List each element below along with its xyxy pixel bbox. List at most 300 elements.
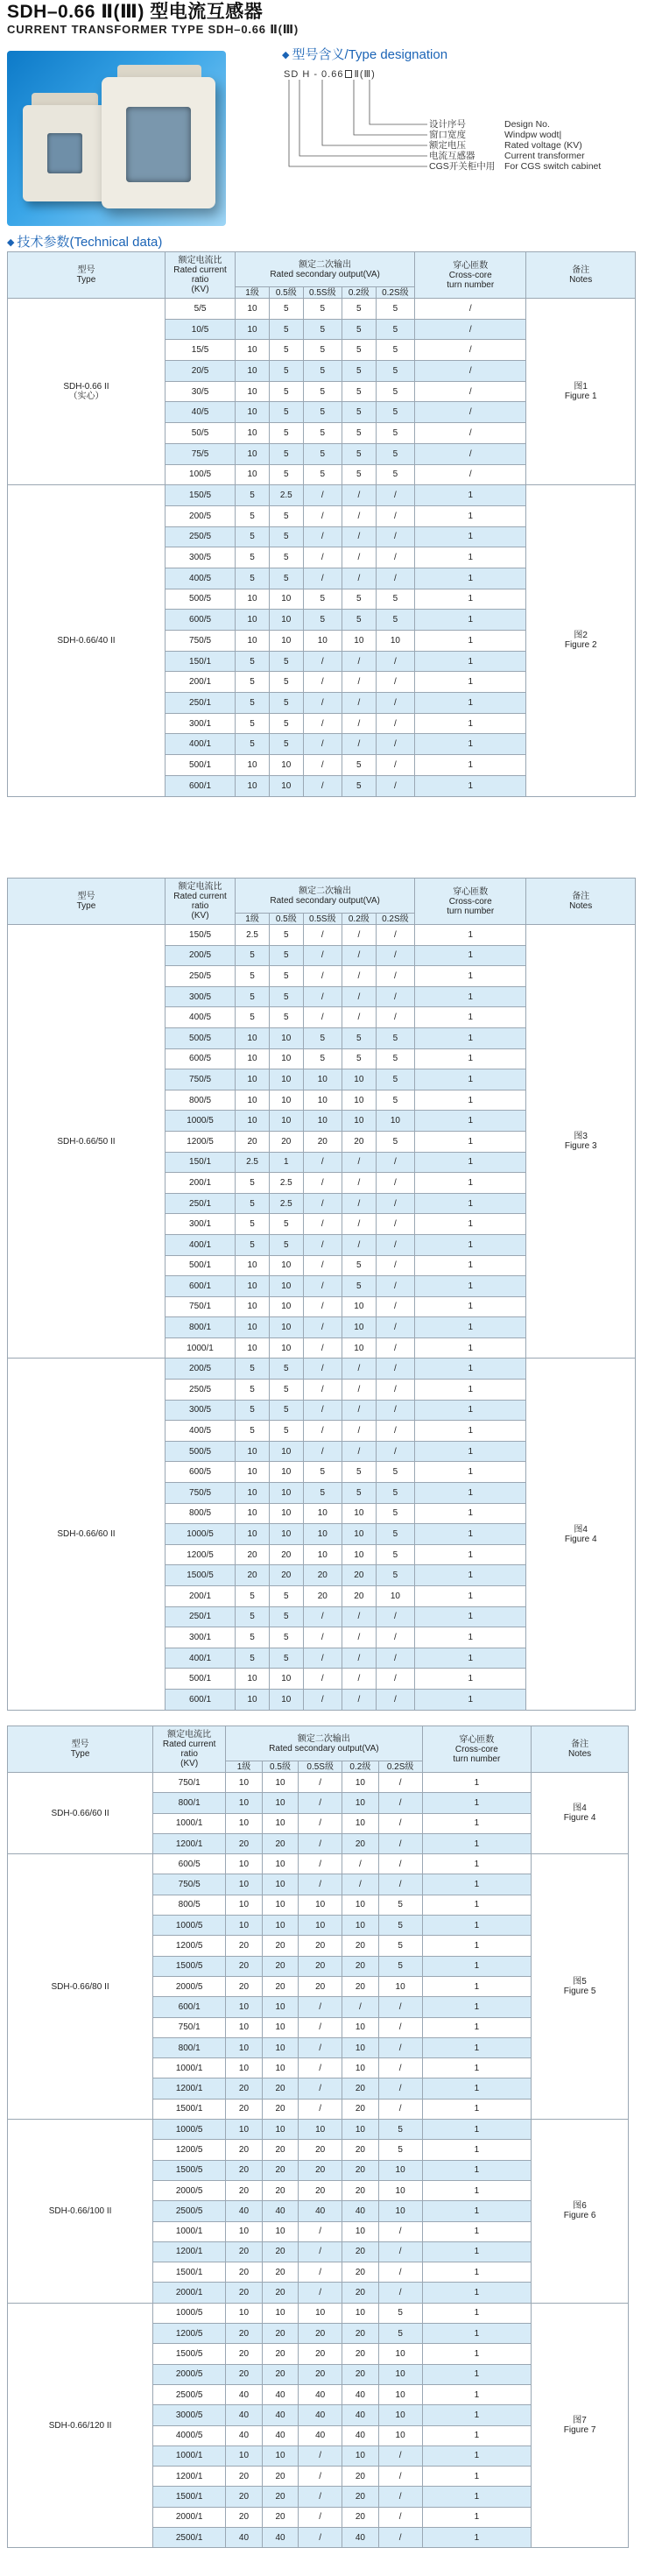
output-cell: / [378,1813,422,1833]
output-cell: 20 [226,2180,263,2200]
output-cell: 20 [226,2487,263,2507]
ratio-cell: 1500/1 [153,2262,226,2283]
header-accuracy-class: 0.5级 [269,287,303,299]
output-cell: / [378,2099,422,2119]
output-cell: 10 [269,1462,303,1483]
output-cell: / [299,2058,342,2078]
ratio-cell: 250/5 [165,1380,235,1401]
model-code: SD H - 0.66 Ⅱ(Ⅲ) [284,69,376,80]
output-cell: / [342,1627,376,1648]
ratio-cell: 1200/5 [165,1544,235,1565]
turns-cell: 1 [422,1997,532,2017]
output-cell: 10 [226,1773,263,1793]
output-cell: 20 [262,2487,299,2507]
ratio-cell: 1000/1 [165,1337,235,1359]
output-cell: / [376,1255,414,1276]
output-cell: / [303,693,342,714]
output-cell: 5 [236,945,270,966]
output-cell: / [342,568,376,589]
output-cell: 10 [342,1069,376,1090]
output-cell: 10 [376,1586,414,1607]
turns-cell: 1 [415,589,526,610]
output-cell: / [376,775,414,796]
output-cell: / [376,1276,414,1297]
output-cell: 20 [342,1131,376,1152]
output-cell: / [303,734,342,755]
output-cell: 10 [236,1337,270,1359]
output-cell: 20 [226,2140,263,2160]
output-cell: 10 [236,464,270,485]
output-cell: 5 [378,1895,422,1915]
turns-cell: 1 [415,631,526,652]
turns-cell: 1 [415,1359,526,1380]
ratio-cell: 150/5 [165,925,235,946]
output-cell: / [303,672,342,693]
turns-cell: 1 [415,986,526,1007]
ratio-cell: 750/5 [165,1483,235,1504]
ratio-cell: 500/5 [165,589,235,610]
output-cell: / [303,526,342,547]
output-cell: 10 [378,2160,422,2180]
output-cell: 5 [269,1214,303,1235]
header-accuracy-class: 0.2S级 [376,914,414,925]
output-cell: 5 [269,672,303,693]
turns-cell: 1 [415,1648,526,1669]
output-cell: / [303,1689,342,1710]
output-cell: 10 [342,2058,379,2078]
turns-cell: 1 [422,2283,532,2303]
notes-cell: 图7 Figure 7 [532,2303,629,2548]
output-cell: / [376,1648,414,1669]
turns-cell: 1 [422,1833,532,1853]
ratio-cell: 200/1 [165,1586,235,1607]
turns-cell: 1 [415,1027,526,1048]
header-rated-secondary-output: 额定二次输出 Rated secondary output(VA) [236,252,415,287]
output-cell: 40 [226,2405,263,2425]
table-header [8,1726,629,1773]
page-title: SDH–0.66 Ⅱ(Ⅲ) 型电流互感器 [7,2,264,22]
output-cell: / [378,2487,422,2507]
output-cell: 10 [342,2037,379,2057]
turns-cell: 1 [415,755,526,776]
table-row [8,2120,629,2140]
output-cell: 5 [376,361,414,382]
output-cell: 20 [262,2364,299,2384]
output-cell: 10 [378,1976,422,1996]
turns-cell: 1 [422,1854,532,1874]
ratio-cell: 800/1 [153,2037,226,2057]
table-header [8,879,636,925]
output-cell: 20 [226,2099,263,2119]
turns-cell: 1 [422,2221,532,2241]
output-cell: 5 [269,464,303,485]
output-cell: 5 [236,547,270,568]
header-accuracy-class: 1级 [236,914,270,925]
turns-cell: 1 [415,1048,526,1069]
ratio-cell: 750/5 [165,1069,235,1090]
turns-cell: 1 [422,2201,532,2221]
output-cell: 40 [262,2527,299,2547]
ratio-cell: 3000/5 [153,2405,226,2425]
output-cell: 10 [303,1090,342,1111]
output-cell: / [376,485,414,506]
turns-cell: 1 [415,1483,526,1504]
ratio-cell: 750/1 [153,1773,226,1793]
output-cell: 10 [342,1111,376,1132]
output-cell: / [303,755,342,776]
header-rated-current-ratio: 额定电流比 Rated current ratio (KV) [165,879,235,925]
output-cell: 20 [342,2099,379,2119]
output-cell: 40 [342,2201,379,2221]
header-accuracy-class: 0.2级 [342,914,376,925]
header-cross-core-turns: 穿心匝数 Cross-core turn number [415,879,526,925]
output-cell: / [378,1833,422,1853]
ratio-cell: 40/5 [165,402,235,423]
output-cell: 20 [342,1833,379,1853]
output-cell: 20 [299,2364,342,2384]
table-row [8,1854,629,1874]
output-cell: / [342,1606,376,1627]
output-cell: 2.5 [236,925,270,946]
spec-table-3 [7,1726,629,2548]
turns-cell: 1 [415,1421,526,1442]
model-cell: SDH-0.66/60 II [8,1773,153,1854]
output-cell: / [303,1296,342,1317]
ratio-cell: 2000/5 [153,1976,226,1996]
ratio-cell: 30/5 [165,381,235,402]
output-cell: 5 [269,1007,303,1028]
ratio-cell: 800/1 [153,1793,226,1813]
ratio-cell: 1200/1 [153,2467,226,2487]
output-cell: 10 [262,2037,299,2057]
turns-cell: 1 [415,1400,526,1421]
output-cell: 10 [262,2017,299,2037]
turns-cell: 1 [415,526,526,547]
ratio-cell: 200/5 [165,1359,235,1380]
output-cell: 40 [226,2384,263,2404]
output-cell: 5 [378,2120,422,2140]
output-cell: 20 [299,2140,342,2160]
ratio-cell: 400/1 [165,1234,235,1255]
output-cell: 10 [299,1895,342,1915]
output-cell: 20 [226,2078,263,2099]
output-cell: / [378,2467,422,2487]
turns-cell: / [415,464,526,485]
header-type: 型号 Type [8,1726,153,1773]
output-cell: 10 [342,631,376,652]
ratio-cell: 1500/5 [153,2160,226,2180]
output-cell: / [342,1400,376,1421]
output-cell: / [303,1400,342,1421]
output-cell: 5 [376,589,414,610]
turns-cell: 1 [415,1111,526,1132]
output-cell: 5 [236,1234,270,1255]
output-cell: 5 [236,1193,270,1214]
output-cell: / [376,755,414,776]
ratio-cell: 15/5 [165,340,235,361]
output-cell: 10 [236,340,270,361]
turns-cell: 1 [415,505,526,526]
model-cell: SDH-0.66/120 II [8,2303,153,2548]
output-cell: 10 [342,1895,379,1915]
output-cell: 20 [342,2324,379,2344]
output-cell: 10 [342,1813,379,1833]
output-cell: 20 [226,1936,263,1956]
output-cell: 20 [262,2507,299,2527]
ratio-cell: 200/5 [165,945,235,966]
output-cell: 20 [262,2283,299,2303]
output-cell: / [299,1874,342,1895]
header-accuracy-class: 0.2S级 [378,1761,422,1773]
output-cell: 10 [342,1793,379,1813]
ratio-cell: 250/1 [165,693,235,714]
output-cell: 2.5 [269,485,303,506]
turns-cell: / [415,381,526,402]
placeholder-box-icon [345,70,352,78]
output-cell: / [303,1173,342,1194]
output-cell: / [342,1669,376,1690]
designation-item: CGS开关柜中用 For CGS switch cabinet [429,161,602,172]
table-header [8,252,636,299]
output-cell: 20 [269,1131,303,1152]
ratio-cell: 1200/5 [153,2324,226,2344]
designation-item: 窗口宽度 Windpw wodt| [429,130,562,140]
output-cell: 20 [342,2160,379,2180]
output-cell: 5 [303,1048,342,1069]
output-cell: 10 [226,1874,263,1895]
turns-cell: 1 [422,2017,532,2037]
turns-cell: 1 [422,2037,532,2057]
page-subtitle: CURRENT TRANSFORMER TYPE SDH–0.66 Ⅱ(Ⅲ) [7,23,299,36]
ratio-cell: 600/1 [165,1689,235,1710]
output-cell: 20 [342,2467,379,2487]
output-cell: / [342,651,376,672]
output-cell: 5 [236,1173,270,1194]
output-cell: / [342,672,376,693]
output-cell: / [376,1627,414,1648]
turns-cell: 1 [415,925,526,946]
output-cell: 5 [342,402,376,423]
output-cell: 5 [303,319,342,340]
turns-cell: / [415,319,526,340]
output-cell: 5 [376,340,414,361]
ratio-cell: 1500/1 [153,2099,226,2119]
spec-table-2 [7,878,636,1711]
turns-cell: 1 [415,1069,526,1090]
output-cell: 10 [303,1544,342,1565]
output-cell: 5 [376,443,414,464]
output-cell: / [303,1380,342,1401]
turns-cell: 1 [422,1956,532,1976]
output-cell: / [342,1689,376,1710]
output-cell: 5 [378,1916,422,1936]
output-cell: 20 [262,2099,299,2119]
turns-cell: 1 [422,1895,532,1915]
turns-cell: 1 [415,547,526,568]
output-cell: 5 [342,1048,376,1069]
output-cell: / [342,485,376,506]
output-cell: 5 [269,443,303,464]
turns-cell: 1 [422,2120,532,2140]
turns-cell: 1 [415,1503,526,1524]
output-cell: 10 [236,755,270,776]
output-cell: 5 [303,443,342,464]
output-cell: / [342,1874,379,1895]
turns-cell: 1 [415,1090,526,1111]
output-cell: / [299,1813,342,1833]
output-cell: 5 [236,1421,270,1442]
ratio-cell: 1000/5 [153,2120,226,2140]
header-rated-secondary-output: 额定二次输出 Rated secondary output(VA) [236,879,415,914]
output-cell: 20 [226,2344,263,2364]
header-accuracy-class: 0.2S级 [376,287,414,299]
ratio-cell: 1500/5 [165,1565,235,1586]
output-cell: 20 [299,1936,342,1956]
output-cell: 10 [236,1524,270,1545]
turns-cell: 1 [415,672,526,693]
output-cell: 10 [236,1255,270,1276]
output-cell: / [378,1793,422,1813]
turns-cell: 1 [422,2364,532,2384]
output-cell: 5 [376,319,414,340]
ratio-cell: 1000/1 [153,2058,226,2078]
output-cell: 5 [303,610,342,631]
output-cell: / [299,2527,342,2547]
designation-item: 电流互感器 Current transformer [429,151,585,161]
output-cell: 10 [262,2058,299,2078]
output-cell: 20 [303,1565,342,1586]
output-cell: 5 [376,402,414,423]
turns-cell: 1 [422,2467,532,2487]
output-cell: 10 [269,1027,303,1048]
output-cell: 1 [269,1152,303,1173]
turns-cell: 1 [415,1441,526,1462]
output-cell: 20 [342,2078,379,2099]
output-cell: 5 [376,1565,414,1586]
ratio-cell: 600/5 [165,1048,235,1069]
output-cell: 10 [303,1069,342,1090]
ratio-cell: 600/1 [165,775,235,796]
output-cell: / [299,2221,342,2241]
output-cell: / [303,505,342,526]
output-cell: 20 [226,2364,263,2384]
output-cell: / [342,547,376,568]
output-cell: 5 [236,986,270,1007]
output-cell: / [378,2507,422,2527]
output-cell: / [303,1234,342,1255]
output-cell: 5 [378,2324,422,2344]
output-cell: / [342,986,376,1007]
output-cell: / [342,1359,376,1380]
output-cell: 10 [236,1669,270,1690]
turns-cell: 1 [415,1255,526,1276]
output-cell: 5 [342,361,376,382]
header-rated-current-ratio: 额定电流比 Rated current ratio (KV) [165,252,235,299]
output-cell: / [376,1421,414,1442]
output-cell: 10 [342,1773,379,1793]
output-cell: / [303,1669,342,1690]
output-cell: / [303,1359,342,1380]
ratio-cell: 750/5 [153,1874,226,1895]
output-cell: 10 [342,2303,379,2323]
output-cell: 5 [269,299,303,320]
ratio-cell: 200/1 [165,672,235,693]
output-cell: 20 [342,1936,379,1956]
header-type: 型号 Type [8,879,166,925]
output-cell: 5 [342,340,376,361]
output-cell: / [342,1152,376,1173]
output-cell: 20 [226,2262,263,2283]
output-cell: 5 [378,1956,422,1976]
ratio-cell: 1500/1 [153,2487,226,2507]
output-cell: 10 [236,443,270,464]
output-cell: / [376,713,414,734]
output-cell: / [299,2262,342,2283]
output-cell: 5 [342,755,376,776]
output-cell: 5 [269,713,303,734]
output-cell: / [342,713,376,734]
output-cell: / [376,1441,414,1462]
output-cell: 10 [236,319,270,340]
output-cell: 2.5 [236,1152,270,1173]
ratio-cell: 1000/5 [165,1524,235,1545]
header-accuracy-class: 0.5S级 [303,287,342,299]
output-cell: 5 [236,526,270,547]
output-cell: 10 [376,1111,414,1132]
turns-cell: 1 [415,1627,526,1648]
output-cell: 5 [236,672,270,693]
output-cell: / [299,2507,342,2527]
ratio-cell: 5/5 [165,299,235,320]
output-cell: 20 [342,2180,379,2200]
output-cell: 20 [299,1956,342,1976]
output-cell: 40 [262,2384,299,2404]
output-cell: 5 [376,1069,414,1090]
output-cell: / [378,2221,422,2241]
output-cell: 5 [269,381,303,402]
output-cell: 5 [342,775,376,796]
output-cell: / [342,1234,376,1255]
ratio-cell: 1000/5 [165,1111,235,1132]
model-cell: SDH-0.66/50 II [8,925,166,1359]
turns-cell: 1 [422,1936,532,1956]
output-cell: 10 [269,610,303,631]
ratio-cell: 75/5 [165,443,235,464]
output-cell: 5 [303,1462,342,1483]
page-header [7,2,637,37]
output-cell: 10 [342,1544,376,1565]
output-cell: 10 [378,2344,422,2364]
output-cell: 10 [342,1503,376,1524]
output-cell: 10 [236,1503,270,1524]
output-cell: 5 [269,1648,303,1669]
output-cell: 10 [236,361,270,382]
output-cell: 20 [342,1565,376,1586]
output-cell: / [376,1296,414,1317]
turns-cell: 1 [422,2405,532,2425]
ratio-cell: 500/5 [165,1441,235,1462]
turns-cell: 1 [415,568,526,589]
model-cell: SDH-0.66/60 II [8,1359,166,1710]
output-cell: 5 [303,381,342,402]
output-cell: 5 [303,464,342,485]
output-cell: 10 [236,589,270,610]
output-cell: / [299,1997,342,2017]
output-cell: 5 [303,402,342,423]
output-cell: 5 [269,547,303,568]
output-cell: 10 [378,2201,422,2221]
output-cell: 5 [303,299,342,320]
